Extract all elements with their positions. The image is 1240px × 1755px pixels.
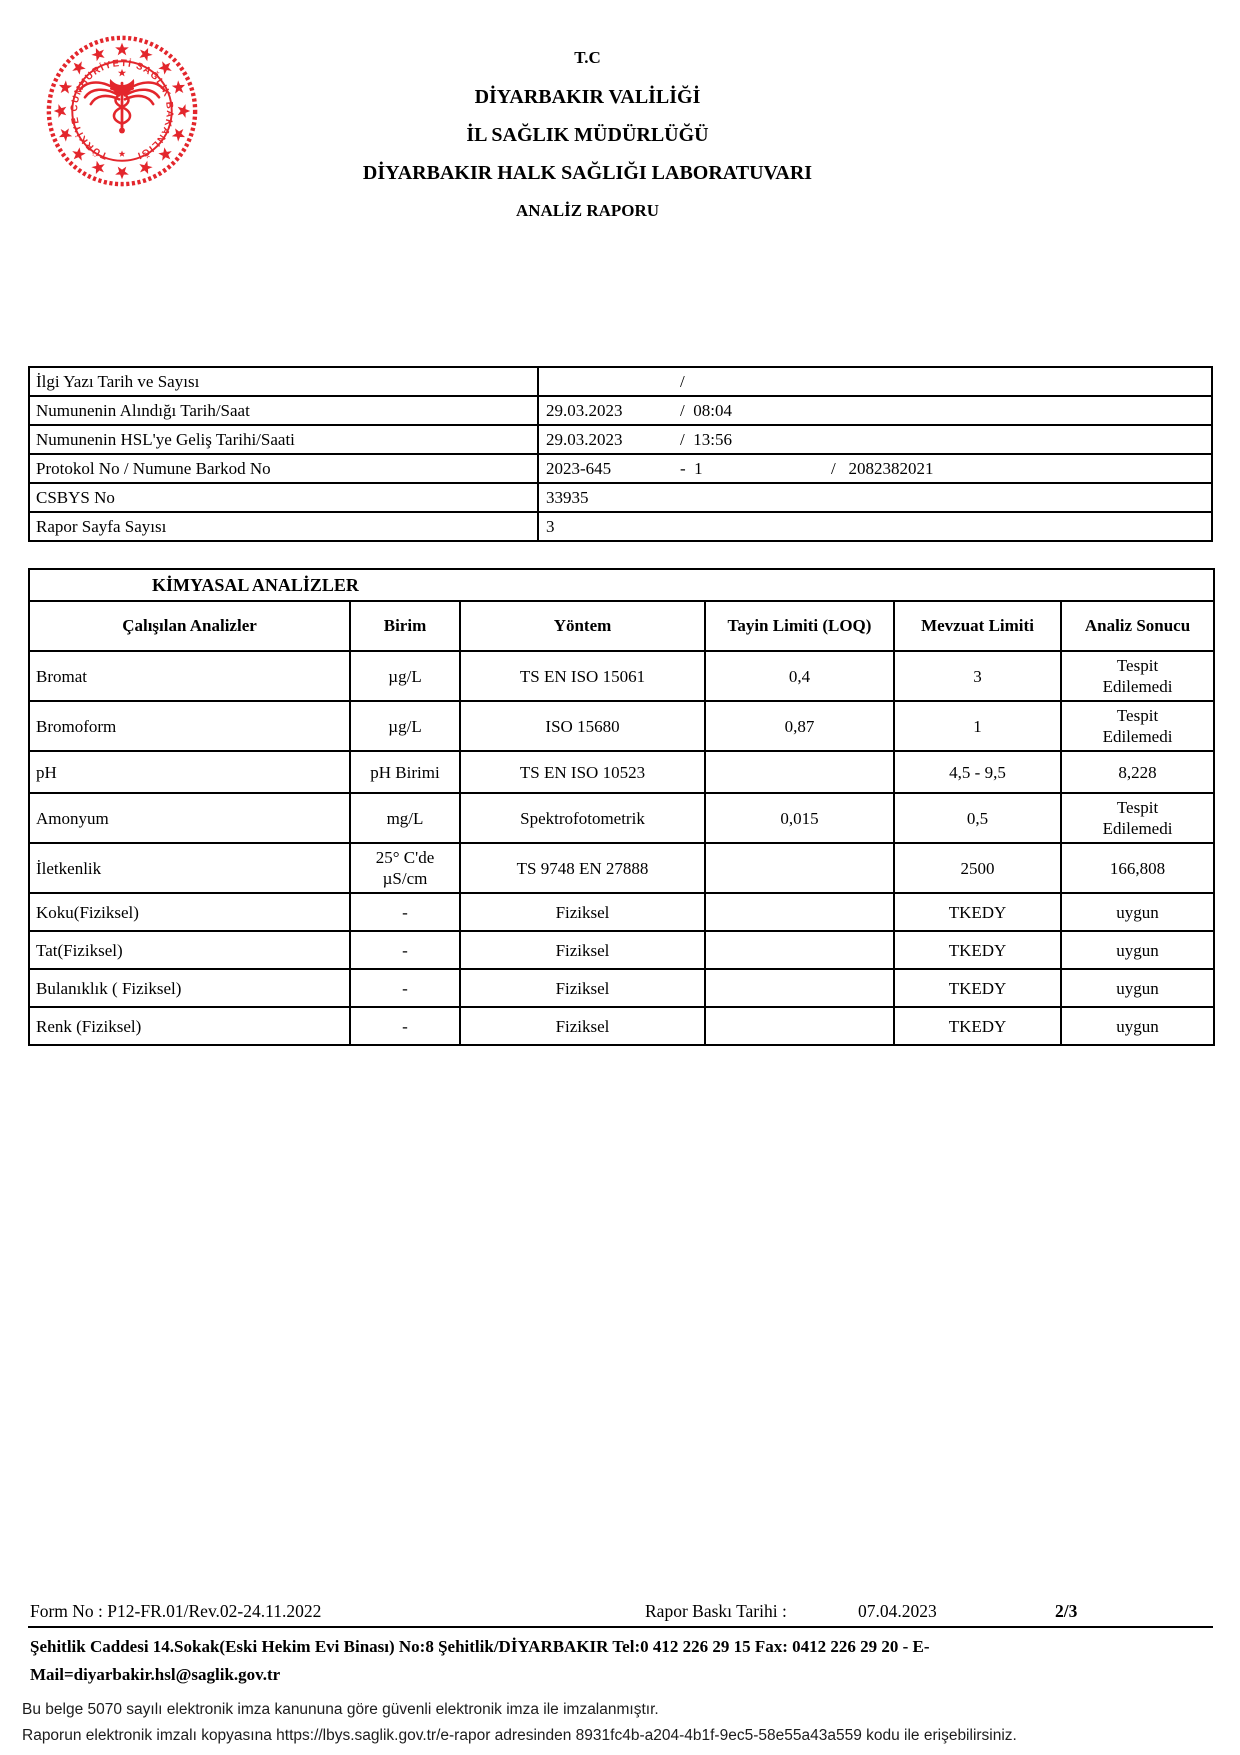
- analyte-limit: TKEDY: [894, 931, 1061, 969]
- info-value: 2023-645 - 1 / 2082382021: [538, 454, 1212, 483]
- report-title: ANALİZ RAPORU: [515, 201, 660, 220]
- analyte-result: Tespit Edilemedi: [1061, 793, 1214, 843]
- analyte-method: Fiziksel: [460, 931, 705, 969]
- esignature-statement: Bu belge 5070 sayılı elektronik imza kanununa göre güvenli elektronik imza ile imzalanmıştır.: [22, 1701, 659, 1718]
- analyte-unit: pH Birimi: [350, 751, 460, 793]
- analyte-loq: [705, 751, 894, 793]
- section-title: KİMYASAL ANALİZLER: [29, 569, 1214, 601]
- laboratory-address: Şehitlik Caddesi 14.Sokak(Eski Hekim Evi Binası) No:8 Şehitlik/DİYARBAKIR Tel:0 412 226 29 15 Fax: 0412 226 29 20 - E-Mail=diyarbakir.hsl@saglik.gov.tr: [30, 1637, 930, 1684]
- analyte-result: 8,228: [1061, 751, 1214, 793]
- analyte-unit: -: [350, 931, 460, 969]
- analyte-unit: -: [350, 1007, 460, 1045]
- table-row: [29, 454, 1212, 483]
- info-value: 33935: [538, 483, 1212, 512]
- page-number: 2/3: [1055, 1601, 1078, 1621]
- table-row: [29, 367, 1212, 396]
- table-row: [29, 425, 1212, 454]
- table-row: [29, 1007, 1214, 1045]
- column-header: Birim: [350, 601, 460, 651]
- analyte-loq: [705, 969, 894, 1007]
- info-value: /: [538, 367, 1212, 396]
- table-row: [29, 701, 1214, 751]
- table-row: [29, 843, 1214, 893]
- info-label: Numunenin Alındığı Tarih/Saat: [29, 396, 538, 425]
- analyte-loq: 0,4: [705, 651, 894, 701]
- table-row: [29, 893, 1214, 931]
- analyte-method: TS EN ISO 10523: [460, 751, 705, 793]
- laboratory-title: DİYARBAKIR HALK SAĞLIĞI LABORATUVARI: [362, 162, 813, 184]
- analyte-loq: 0,015: [705, 793, 894, 843]
- table-row: [29, 931, 1214, 969]
- print-date-value: 07.04.2023: [858, 1601, 937, 1621]
- table-row: [29, 793, 1214, 843]
- column-header: Mevzuat Limiti: [894, 601, 1061, 651]
- analyte-name: Renk (Fiziksel): [29, 1007, 350, 1045]
- sample-info-table: [28, 366, 1213, 542]
- analyte-method: TS EN ISO 15061: [460, 651, 705, 701]
- info-label: Protokol No / Numune Barkod No: [29, 454, 538, 483]
- analyte-limit: 4,5 - 9,5: [894, 751, 1061, 793]
- info-value: 3: [538, 512, 1212, 541]
- analyte-name: Koku(Fiziksel): [29, 893, 350, 931]
- analyte-result: 166,808: [1061, 843, 1214, 893]
- analyte-name: Bromoform: [29, 701, 350, 751]
- footer-divider: [28, 1626, 1213, 1628]
- column-header: Tayin Limiti (LOQ): [705, 601, 894, 651]
- analyte-result: uygun: [1061, 931, 1214, 969]
- analyte-unit: 25° C'de µS/cm: [350, 843, 460, 893]
- info-value: 29.03.2023 / 13:56: [538, 425, 1212, 454]
- table-row: [29, 969, 1214, 1007]
- esignature-verification: Raporun elektronik imzalı kopyasına https://lbys.saglik.gov.tr/e-rapor adresinden 8931fc4b-a204-4b1f-9ec5-58e55a43a559 kodu ile erişebilirsiniz.: [22, 1727, 1017, 1744]
- analyte-method: ISO 15680: [460, 701, 705, 751]
- analyte-method: Fiziksel: [460, 893, 705, 931]
- analyte-name: Tat(Fiziksel): [29, 931, 350, 969]
- column-header: Çalışılan Analizler: [29, 601, 350, 651]
- table-row: [29, 396, 1212, 425]
- table-row: [29, 569, 1214, 601]
- analyte-loq: [705, 1007, 894, 1045]
- analyte-loq: [705, 843, 894, 893]
- table-row: [29, 483, 1212, 512]
- analyte-result: uygun: [1061, 969, 1214, 1007]
- analyte-limit: 2500: [894, 843, 1061, 893]
- chemical-analyses-table: [28, 568, 1215, 1046]
- form-number: Form No : P12-FR.01/Rev.02-24.11.2022: [30, 1601, 322, 1621]
- analyte-limit: 0,5: [894, 793, 1061, 843]
- analyte-limit: 1: [894, 701, 1061, 751]
- analyte-unit: mg/L: [350, 793, 460, 843]
- republic-title: T.C: [574, 48, 601, 67]
- analyte-method: Fiziksel: [460, 969, 705, 1007]
- analyte-unit: -: [350, 893, 460, 931]
- analyte-name: Bromat: [29, 651, 350, 701]
- analyte-method: TS 9748 EN 27888: [460, 843, 705, 893]
- analyte-limit: TKEDY: [894, 893, 1061, 931]
- seal-ring-text: TÜRKİYE CUMHURİYETİ SAĞLIK BAKANLIĞI: [69, 58, 176, 162]
- analyte-name: Amonyum: [29, 793, 350, 843]
- directorate-title: İL SAĞLIK MÜDÜRLÜĞÜ: [466, 124, 709, 146]
- info-label: İlgi Yazı Tarih ve Sayısı: [29, 367, 538, 396]
- analyte-unit: µg/L: [350, 651, 460, 701]
- analyte-limit: 3: [894, 651, 1061, 701]
- analyte-name: İletkenlik: [29, 843, 350, 893]
- analyte-result: uygun: [1061, 1007, 1214, 1045]
- info-label: Numunenin HSL'ye Geliş Tarihi/Saati: [29, 425, 538, 454]
- analyte-result: Tespit Edilemedi: [1061, 651, 1214, 701]
- analyte-unit: -: [350, 969, 460, 1007]
- analyte-result: uygun: [1061, 893, 1214, 931]
- analyte-limit: TKEDY: [894, 969, 1061, 1007]
- analyte-loq: 0,87: [705, 701, 894, 751]
- info-label: Rapor Sayfa Sayısı: [29, 512, 538, 541]
- column-header: Analiz Sonucu: [1061, 601, 1214, 651]
- analyte-unit: µg/L: [350, 701, 460, 751]
- table-header-row: [29, 601, 1214, 651]
- analyte-method: Fiziksel: [460, 1007, 705, 1045]
- analyte-method: Spektrofotometrik: [460, 793, 705, 843]
- analyte-name: Bulanıklık ( Fiziksel): [29, 969, 350, 1007]
- letterhead: [0, 48, 1175, 223]
- info-label: CSBYS No: [29, 483, 538, 512]
- analyte-loq: [705, 931, 894, 969]
- table-row: [29, 512, 1212, 541]
- analyte-limit: TKEDY: [894, 1007, 1061, 1045]
- column-header: Yöntem: [460, 601, 705, 651]
- analyte-name: pH: [29, 751, 350, 793]
- table-row: [29, 751, 1214, 793]
- analyte-loq: [705, 893, 894, 931]
- info-value: 29.03.2023 / 08:04: [538, 396, 1212, 425]
- analyte-result: Tespit Edilemedi: [1061, 701, 1214, 751]
- table-row: [29, 651, 1214, 701]
- print-date-label: Rapor Baskı Tarihi :: [645, 1601, 787, 1621]
- governorship-title: DİYARBAKIR VALİLİĞİ: [474, 86, 701, 108]
